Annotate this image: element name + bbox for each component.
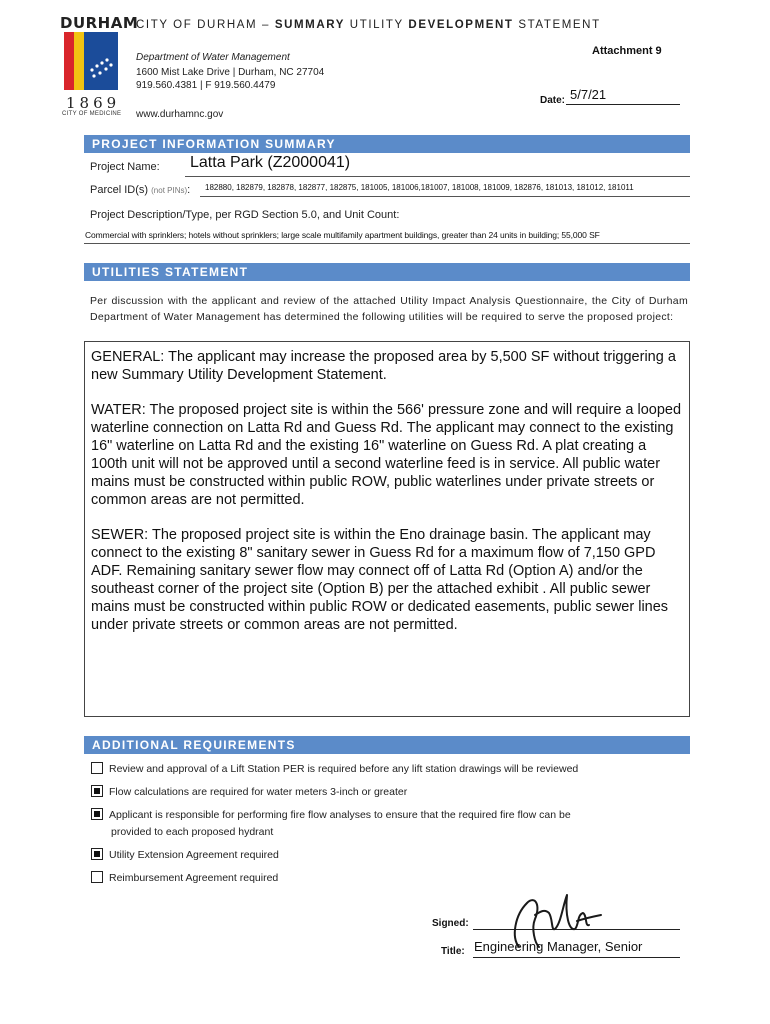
utilities-intro-text: Per discussion with the applicant and review of the attached Utility Impact Analysis Questionnaire, the City of Durham Department of Water Management has determined the following utilities will be required to serve the proposed project:: [90, 295, 688, 323]
requirement-item: [91, 847, 279, 864]
additional-requirements-header: ADDITIONAL REQUIREMENTS: [84, 736, 690, 754]
title-part-bold: DEVELOPMENT: [408, 19, 514, 31]
requirement-label-continued: provided to each proposed hydrant: [111, 826, 274, 838]
requirement-checkbox[interactable]: [91, 808, 103, 820]
requirement-item: [91, 870, 278, 887]
requirement-item: [91, 784, 407, 801]
project-info-header: PROJECT INFORMATION SUMMARY: [84, 135, 690, 153]
requirement-checkbox[interactable]: [91, 785, 103, 797]
parcel-label-text: Parcel ID(s): [90, 184, 149, 196]
document-title: [136, 19, 601, 31]
requirement-label: Applicant is responsible for performing fire flow analyses to ensure that the required fire flow can be: [109, 809, 571, 821]
date-value: 5/7/21: [570, 87, 607, 102]
website-link[interactable]: www.durhamnc.gov: [136, 109, 224, 120]
requirement-item: [91, 807, 571, 841]
requirement-item: [91, 761, 578, 778]
logo-wordmark: DURHAM: [60, 14, 139, 32]
utilities-statement-header: UTILITIES STATEMENT: [84, 263, 690, 281]
project-name-underline: [185, 176, 690, 177]
parcel-note: (not PINs): [151, 186, 188, 195]
project-name-value: Latta Park (Z2000041): [190, 154, 351, 171]
department-name: Department of Water Management: [136, 52, 290, 63]
title-label: Title:: [441, 946, 465, 957]
logo-year: 1869: [66, 94, 121, 112]
signer-title-value: Engineering Manager, Senior: [474, 939, 643, 954]
title-part: CITY OF DURHAM –: [136, 19, 275, 31]
sewer-paragraph: SEWER: The proposed project site is within the Eno drainage basin. The applicant may connect to the existing 8" sanitary sewer in Guess Rd for a maximum flow of 7,150 GPD ADF. Remaining sanitary sewer flow may connect off of Latta Rd (Option A) and/or the southeast corner of the project site (Option B) per the attached exhibit . All public sewer mains must be constructed within public ROW or dedicated easements, public sewer lines under private streets or common areas are not permitted.: [91, 527, 669, 633]
attachment-label: Attachment 9: [592, 45, 662, 57]
parcel-id-underline: [200, 196, 690, 197]
general-paragraph: GENERAL: The applicant may increase the proposed area by 5,500 SF without triggering a new Summary Utility Development Statement.: [91, 349, 676, 383]
address-line: 1600 Mist Lake Drive | Durham, NC 27704: [136, 67, 325, 78]
title-part: UTILITY: [345, 19, 409, 31]
project-description-label: Project Description/Type, per RGD Section 5.0, and Unit Count:: [90, 209, 400, 221]
phone-line: 919.560.4381 | F 919.560.4479: [136, 80, 276, 91]
requirement-label: Flow calculations are required for water meters 3-inch or greater: [109, 786, 408, 798]
signed-label: Signed:: [432, 918, 469, 929]
date-label: Date:: [540, 95, 566, 106]
logo-city: CITY OF MEDICINE: [62, 111, 122, 117]
department-address: [136, 66, 324, 92]
requirement-label: Reimbursement Agreement required: [109, 872, 279, 884]
utilities-statement-box: [84, 341, 690, 717]
requirement-checkbox[interactable]: [91, 871, 103, 883]
requirement-label: Utility Extension Agreement required: [109, 849, 279, 861]
requirement-checkbox[interactable]: [91, 848, 103, 860]
project-description-value: Commercial with sprinklers; hotels without sprinklers; large scale multifamily apartment buildings, greater than 24 units in building; 55,000 SF: [85, 230, 600, 240]
title-line: [473, 957, 680, 958]
requirement-label: Review and approval of a Lift Station PER is required before any lift station drawings will be reviewed: [109, 763, 579, 775]
project-description-underline: [84, 243, 690, 244]
title-part-bold: SUMMARY: [274, 19, 346, 31]
title-part: STATEMENT: [513, 19, 601, 31]
water-paragraph: WATER: The proposed project site is within the 566' pressure zone and will require a looped waterline connection on Latta Rd and Guess Rd. The applicant may connect to the existing 16" waterline on Latta Rd and the existing 16" waterline on Guess Rd. A plat creating a 100th unit will not be approved until a second waterline feed is in service. All public water mains must be constructed within public ROW, public waterlines under private streets or common areas are not permitted.: [91, 402, 682, 508]
date-underline: [566, 104, 680, 105]
city-logo-icon: [64, 32, 118, 90]
parcel-id-value: 182880, 182879, 182878, 182877, 182875, 181005, 181006,181007, 181008, 181009, 182876, 181013, 181012, 181011: [205, 183, 634, 192]
requirement-checkbox[interactable]: [91, 762, 103, 774]
parcel-id-label: [90, 184, 190, 196]
parcel-colon: :: [187, 184, 191, 196]
project-name-label: Project Name:: [90, 161, 160, 173]
